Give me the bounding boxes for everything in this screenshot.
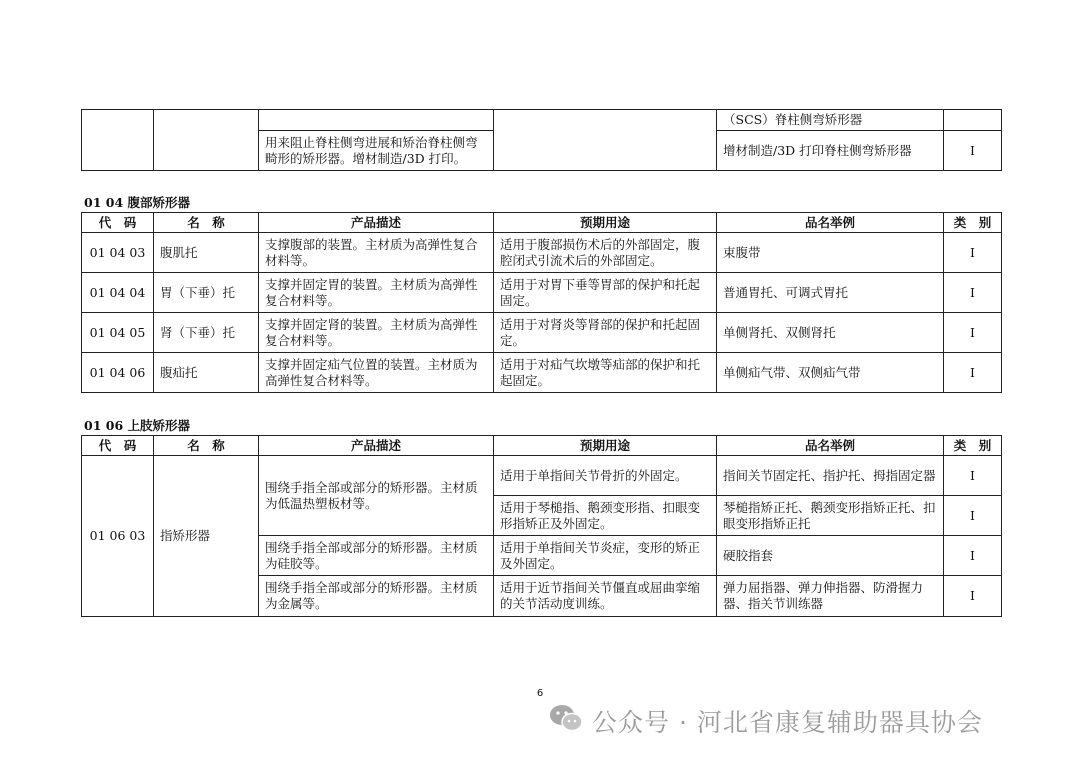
table-header-row — [82, 436, 1002, 456]
section-title: 01 06 上肢矫形器 — [84, 418, 190, 433]
purpose-cell: 适用于琴槌指、鹅颈变形指、扣眼变形指矫正及外固定。 — [494, 496, 717, 536]
purpose-cell: 适用于对胃下垂等胃部的保护和托起固定。 — [494, 273, 717, 313]
class-cell: I — [944, 233, 1002, 273]
header-examples: 品名举例 — [717, 436, 944, 456]
upper-limb-orthosis-table — [81, 435, 1002, 617]
header-class: 类 别 — [944, 213, 1002, 233]
wechat-icon — [548, 703, 584, 739]
header-desc: 产品描述 — [259, 436, 494, 456]
code-cell: 01 04 04 — [82, 273, 154, 313]
examples-cell: 单侧疝气带、双侧疝气带 — [717, 353, 944, 393]
class-cell: I — [944, 536, 1002, 576]
class-cell: I — [944, 456, 1002, 496]
code-cell — [82, 110, 154, 171]
examples-cell: 束腹带 — [717, 233, 944, 273]
name-cell: 肾（下垂）托 — [154, 313, 259, 353]
code-cell: 01 04 03 — [82, 233, 154, 273]
class-cell: I — [944, 576, 1002, 617]
continuation-table — [81, 109, 1002, 171]
class-cell: I — [944, 273, 1002, 313]
examples-cell: （SCS）脊柱侧弯矫形器 — [717, 110, 944, 131]
header-desc: 产品描述 — [259, 213, 494, 233]
watermark-text: 公众号 · 河北省康复辅助器具协会 — [592, 708, 983, 737]
name-cell: 指矫形器 — [154, 456, 259, 617]
header-code: 代 码 — [82, 213, 154, 233]
purpose-cell: 适用于对肾炎等肾部的保护和托起固定。 — [494, 313, 717, 353]
code-cell: 01 04 05 — [82, 313, 154, 353]
class-cell — [944, 110, 1002, 131]
header-name: 名 称 — [154, 213, 259, 233]
name-cell: 胃（下垂）托 — [154, 273, 259, 313]
header-class: 类 别 — [944, 436, 1002, 456]
section-title: 01 04 腹部矫形器 — [84, 195, 190, 210]
header-code: 代 码 — [82, 436, 154, 456]
desc-cell: 用来阻止脊柱侧弯进展和矫治脊柱侧弯畸形的矫形器。增材制造/3D 打印。 — [259, 131, 494, 171]
desc-cell: 支撑并固定疝气位置的装置。主材质为高弹性复合材料等。 — [259, 353, 494, 393]
purpose-cell: 适用于对疝气坎墩等疝部的保护和托起固定。 — [494, 353, 717, 393]
header-purpose: 预期用途 — [494, 213, 717, 233]
desc-cell: 围绕手指全部或部分的矫形器。主材质为低温热塑板材等。 — [259, 456, 494, 536]
table-row — [82, 353, 1002, 393]
purpose-cell: 适用于单指间关节骨折的外固定。 — [494, 456, 717, 496]
purpose-cell: 适用于近节指间关节僵直或屈曲挛缩的关节活动度训练。 — [494, 576, 717, 617]
header-name: 名 称 — [154, 436, 259, 456]
watermark — [548, 703, 983, 739]
class-cell: I — [944, 353, 1002, 393]
name-cell: 腹疝托 — [154, 353, 259, 393]
table-row — [82, 273, 1002, 313]
purpose-cell — [494, 110, 717, 171]
examples-cell: 弹力屈指器、弹力伸指器、防滑握力器、指关节训练器 — [717, 576, 944, 617]
examples-cell: 指间关节固定托、指护托、拇指固定器 — [717, 456, 944, 496]
examples-cell: 硬胶指套 — [717, 536, 944, 576]
examples-cell: 增材制造/3D 打印脊柱侧弯矫形器 — [717, 131, 944, 171]
code-cell: 01 04 06 — [82, 353, 154, 393]
desc-cell: 支撑腹部的装置。主材质为高弹性复合材料等。 — [259, 233, 494, 273]
desc-cell — [259, 110, 494, 131]
examples-cell: 普通胃托、可调式胃托 — [717, 273, 944, 313]
desc-cell: 支撑并固定肾的装置。主材质为高弹性复合材料等。 — [259, 313, 494, 353]
table-row — [82, 110, 1002, 131]
name-cell — [154, 110, 259, 171]
desc-cell: 围绕手指全部或部分的矫形器。主材质为硅胶等。 — [259, 536, 494, 576]
class-cell: I — [944, 313, 1002, 353]
examples-cell: 单侧肾托、双侧肾托 — [717, 313, 944, 353]
class-cell: I — [944, 496, 1002, 536]
desc-cell: 支撑并固定胃的装置。主材质为高弹性复合材料等。 — [259, 273, 494, 313]
table-row — [82, 456, 1002, 496]
purpose-cell: 适用于腹部损伤术后的外部固定，腹腔闭式引流术后的外部固定。 — [494, 233, 717, 273]
examples-cell: 琴槌指矫正托、鹅颈变形指矫正托、扣眼变形指矫正托 — [717, 496, 944, 536]
desc-cell: 围绕手指全部或部分的矫形器。主材质为金属等。 — [259, 576, 494, 617]
purpose-cell: 适用于单指间关节炎症，变形的矫正及外固定。 — [494, 536, 717, 576]
page-number: 6 — [536, 688, 544, 699]
class-cell: I — [944, 131, 1002, 171]
abdomen-orthosis-table — [81, 212, 1002, 393]
table-row — [82, 313, 1002, 353]
code-cell: 01 06 03 — [82, 456, 154, 617]
header-examples: 品名举例 — [717, 213, 944, 233]
table-row — [82, 233, 1002, 273]
header-purpose: 预期用途 — [494, 436, 717, 456]
table-header-row — [82, 213, 1002, 233]
name-cell: 腹肌托 — [154, 233, 259, 273]
